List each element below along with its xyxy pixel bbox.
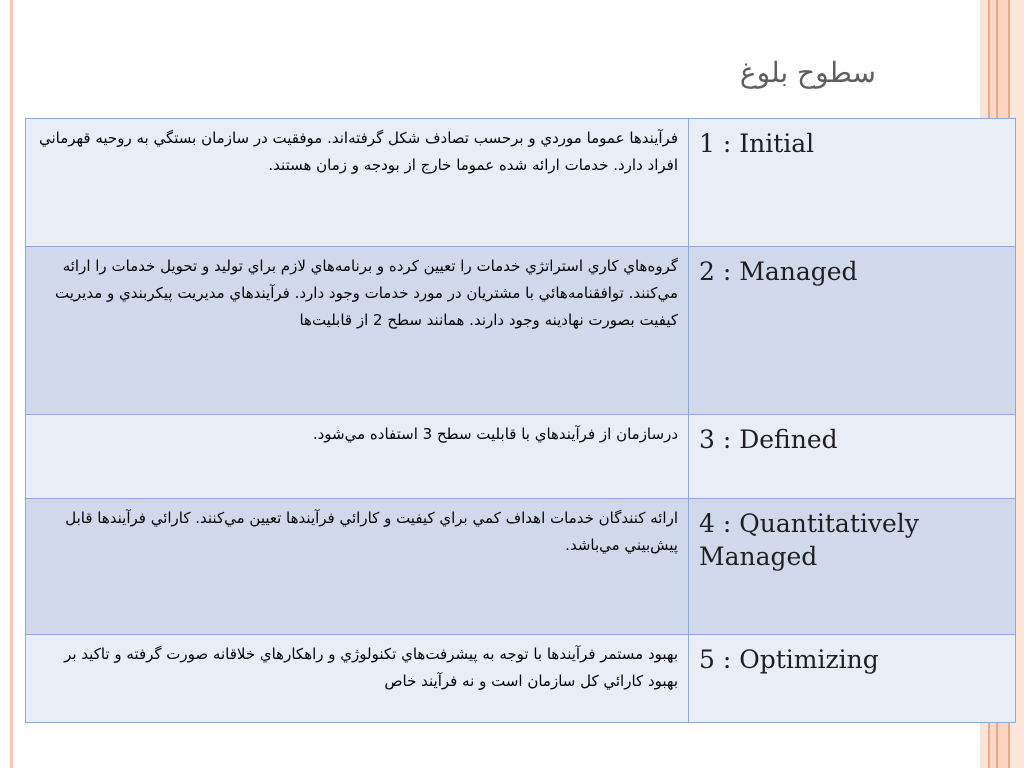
table-row: [26, 119, 1016, 247]
level-name: 4 : Quantitatively Managed: [689, 499, 1016, 635]
level-description: درسازمان از فرآيندهاي با قابليت سطح 3 استفاده مي‌شود.: [26, 415, 689, 499]
maturity-levels-table: [25, 118, 1016, 723]
left-border-decoration: [10, 0, 13, 768]
table-row: [26, 499, 1016, 635]
level-description: گروه‌هاي كاري استراتژي خدمات را تعيين كرده و برنامه‌هاي لازم براي توليد و تحويل خدمات را ارائه مي‌كنند. توافقنامه‌هائي با مشتريان در مورد خدمات وجود دارد. فرآيندهاي مديريت پيكربندي و مديريت كيفيت بصورت نهادينه وجود دارند. همانند سطح 2 از قابليت‌ها: [26, 247, 689, 415]
level-name: 2 : Managed: [689, 247, 1016, 415]
table-row: [26, 415, 1016, 499]
slide-title: سطوح بلوغ: [739, 56, 876, 89]
level-name: 1 : Initial: [689, 119, 1016, 247]
table-row: [26, 635, 1016, 723]
level-name: 3 : Defined: [689, 415, 1016, 499]
level-description: بهبود مستمر فرآيندها با توجه به پيشرفت‌هاي تكنولوژي و راهكارهاي خلاقانه صورت گرفته و تاكيد بر بهبود كارائي كل سازمان است و نه فرآيند خاص: [26, 635, 689, 723]
level-description: فرآيندها عموما موردي و برحسب تصادف شكل گرفته‌اند. موفقيت در سازمان بستگي به روحيه قهرماني افراد دارد. خدمات ارائه شده عموما خارج از بودجه و زمان هستند.: [26, 119, 689, 247]
level-name: 5 : Optimizing: [689, 635, 1016, 723]
table-row: [26, 247, 1016, 415]
level-description: ارائه كنندگان خدمات اهداف كمي براي كيفيت و كارائي فرآيندها تعيين مي‌كنند. كارائي فرآيندها قابل پيش‌بيني مي‌باشد.: [26, 499, 689, 635]
